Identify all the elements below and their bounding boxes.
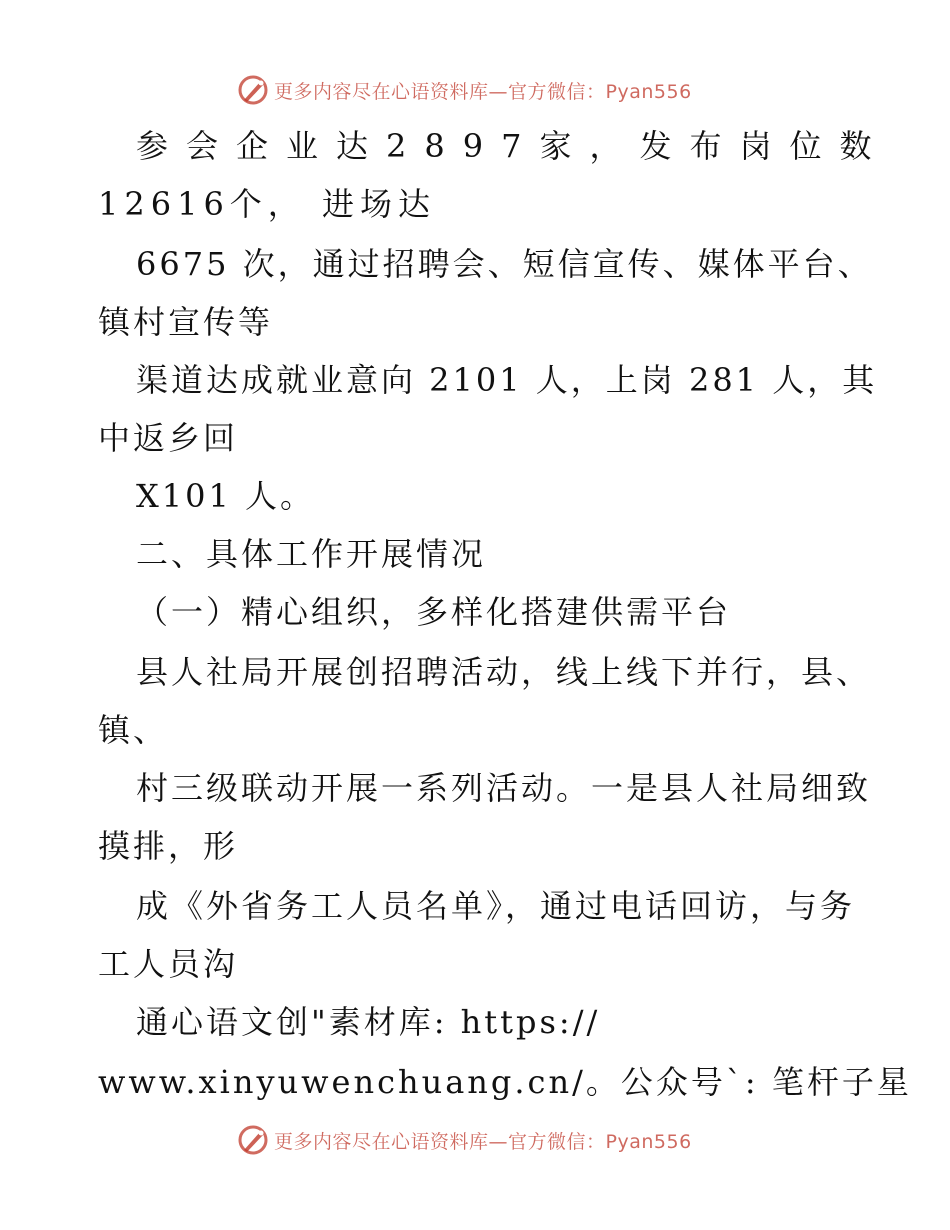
- text-line: 12616个， 进场达: [98, 185, 436, 223]
- text-line: 村三级联动开展一系列活动。一是县人社局细致: [136, 769, 872, 807]
- watermark-text: 更多内容尽在心语资料库—官方微信：Pyan556: [274, 80, 692, 103]
- text-line: 中返乡回: [98, 419, 239, 457]
- text-line: 通心语文创"素材库: https://: [136, 1003, 601, 1041]
- text-line: 工人员沟: [98, 945, 239, 983]
- text-line: X101 人。: [136, 477, 316, 515]
- section-heading: 二、具体工作开展情况: [136, 535, 487, 573]
- text-line: 县人社局开展创招聘活动，线上线下并行，县、: [136, 653, 872, 691]
- watermark-footer: [236, 1124, 692, 1156]
- text-line: 参会企业达2897家，发布岗位数: [136, 127, 890, 165]
- watermark-header: [236, 74, 692, 106]
- text-line: 渠道达成就业意向 2101 人，上岗 281 人，其: [136, 361, 878, 399]
- pen-logo-icon: [236, 1124, 270, 1156]
- pen-logo-icon: [236, 74, 270, 106]
- text-line: 成《外省务工人员名单》，通过电话回访，与务: [136, 887, 856, 925]
- text-line: www.xinyuwenchuang.cn/。公众号`: 笔杆子星: [98, 1063, 912, 1101]
- subsection-heading: （一）精心组织，多样化搭建供需平台: [136, 593, 732, 631]
- text-line: 镇、: [98, 711, 169, 749]
- text-line: 镇村宣传等: [98, 303, 274, 341]
- watermark-text: 更多内容尽在心语资料库—官方微信：Pyan556: [274, 1130, 692, 1153]
- text-line: 6675 次，通过招聘会、短信宣传、媒体平台、: [136, 245, 873, 283]
- text-line: 摸排，形: [98, 827, 239, 865]
